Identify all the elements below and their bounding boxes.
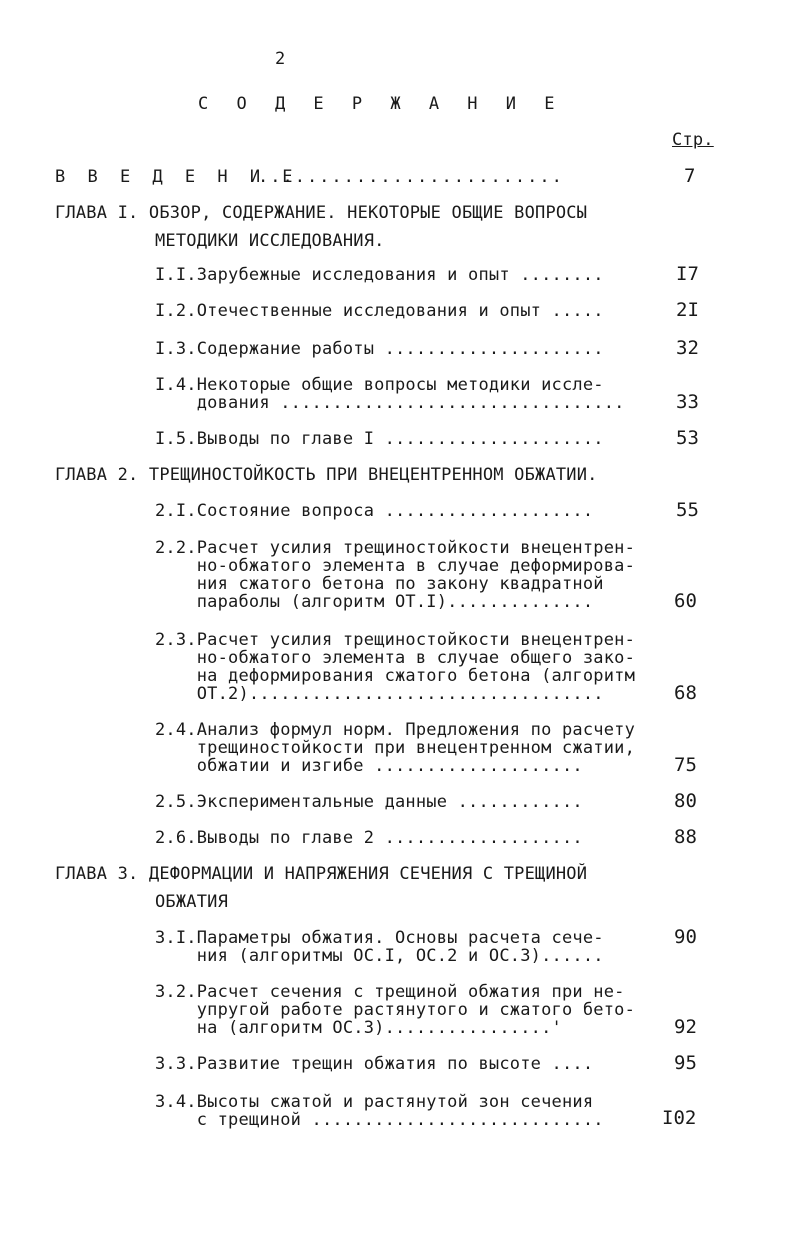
toc-3-3-page: 95: [674, 1052, 697, 1074]
toc-3-1-page: 90: [674, 926, 697, 948]
chapter-2-heading: ГЛАВА 2. ТРЕЩИНОСТОЙКОСТЬ ПРИ ВНЕЦЕНТРЕННОМ ОБЖАТИИ.: [55, 465, 598, 485]
toc-3-2-line1: 3.2.Расчет сечения с трещиной обжатия при не-: [155, 982, 625, 1002]
toc-2-3-line4: ОТ.2)..................................: [155, 684, 604, 704]
toc-3-4-page: I02: [662, 1107, 697, 1129]
toc-2-5-page: 80: [674, 790, 697, 812]
chapter-3-heading-cont: ОБЖАТИЯ: [155, 892, 229, 912]
toc-1-3: I.3.Содержание работы .....................: [155, 339, 604, 359]
chapter-1-heading: ГЛАВА I. ОБЗОР, СОДЕРЖАНИЕ. НЕКОТОРЫЕ ОБЩИЕ ВОПРОСЫ: [55, 203, 588, 223]
toc-2-4-line2: трещиностойкости при внецентренном сжатии,: [155, 738, 636, 758]
toc-2-2-page: 60: [674, 590, 697, 612]
toc-2-2-line2: но-обжатого элемента в случае деформирова-: [155, 556, 636, 576]
chapter-3-heading: ГЛАВА 3. ДЕФОРМАЦИИ И НАПРЯЖЕНИЯ СЕЧЕНИЯ С ТРЕЩИНОЙ: [55, 864, 588, 884]
toc-3-4-line2: с трещиной ............................: [155, 1110, 604, 1130]
toc-1-3-page: 32: [676, 337, 699, 359]
toc-2-1: 2.I.Состояние вопроса ....................: [155, 501, 594, 521]
toc-2-2-line1: 2.2.Расчет усилия трещиностойкости внецентрен-: [155, 538, 636, 558]
toc-2-6: 2.6.Выводы по главе 2 ...................: [155, 828, 583, 848]
toc-3-2-page: 92: [674, 1016, 697, 1038]
toc-2-5: 2.5.Экспериментальные данные ............: [155, 792, 583, 812]
toc-2-3-line1: 2.3.Расчет усилия трещиностойкости внецентрен-: [155, 630, 636, 650]
toc-1-5: I.5.Выводы по главе I .....................: [155, 429, 604, 449]
toc-3-3: 3.3.Развитие трещин обжатия по высоте ....: [155, 1054, 594, 1074]
toc-1-2: I.2.Отечественные исследования и опыт .....: [155, 301, 604, 321]
page-title: С О Д Е Р Ж А Н И Е: [198, 94, 564, 114]
toc-1-2-page: 2I: [676, 299, 699, 321]
toc-1-1: I.I.Зарубежные исследования и опыт ........: [155, 265, 604, 285]
toc-2-4-line1: 2.4.Анализ формул норм. Предложения по расчету: [155, 720, 636, 740]
toc-2-2-line4: параболы (алгоритм ОТ.I)..............: [155, 592, 594, 612]
toc-2-4-page: 75: [674, 754, 697, 776]
toc-1-5-page: 53: [676, 427, 699, 449]
toc-2-3-line2: но-обжатого элемента в случае общего зако-: [155, 648, 636, 668]
page-number: 2: [275, 49, 286, 69]
toc-1-4-line1: I.4.Некоторые общие вопросы методики иссле-: [155, 375, 604, 395]
toc-3-2-line3: на (алгоритм ОС.3)................': [155, 1018, 562, 1038]
toc-1-4-page: 33: [676, 391, 699, 413]
intro-label: В В Е Д Е Н И Е: [55, 167, 299, 187]
toc-2-4-line3: обжатии и изгибе ....................: [155, 756, 583, 776]
toc-1-1-page: I7: [676, 263, 699, 285]
toc-3-1-line2: ния (алгоритмы ОС.I, ОС.2 и ОС.3)......: [155, 946, 604, 966]
toc-2-1-page: 55: [676, 499, 699, 521]
intro-dots: .........................: [258, 167, 564, 187]
intro-page: 7: [684, 165, 696, 187]
toc-2-6-page: 88: [674, 826, 697, 848]
toc-2-3-page: 68: [674, 682, 697, 704]
toc-1-4-line2: дования .................................: [155, 393, 625, 413]
page-column-header: Стр.: [672, 130, 714, 150]
toc-2-2-line3: ния сжатого бетона по закону квадратной: [155, 574, 604, 594]
toc-2-3-line3: на деформирования сжатого бетона (алгоритм: [155, 666, 636, 686]
chapter-1-heading-cont: МЕТОДИКИ ИССЛЕДОВАНИЯ.: [155, 231, 385, 251]
toc-3-1-line1: 3.I.Параметры обжатия. Основы расчета сече-: [155, 928, 604, 948]
toc-3-4-line1: 3.4.Высоты сжатой и растянутой зон сечения: [155, 1092, 594, 1112]
toc-3-2-line2: упругой работе растянутого и сжатого бето-: [155, 1000, 636, 1020]
